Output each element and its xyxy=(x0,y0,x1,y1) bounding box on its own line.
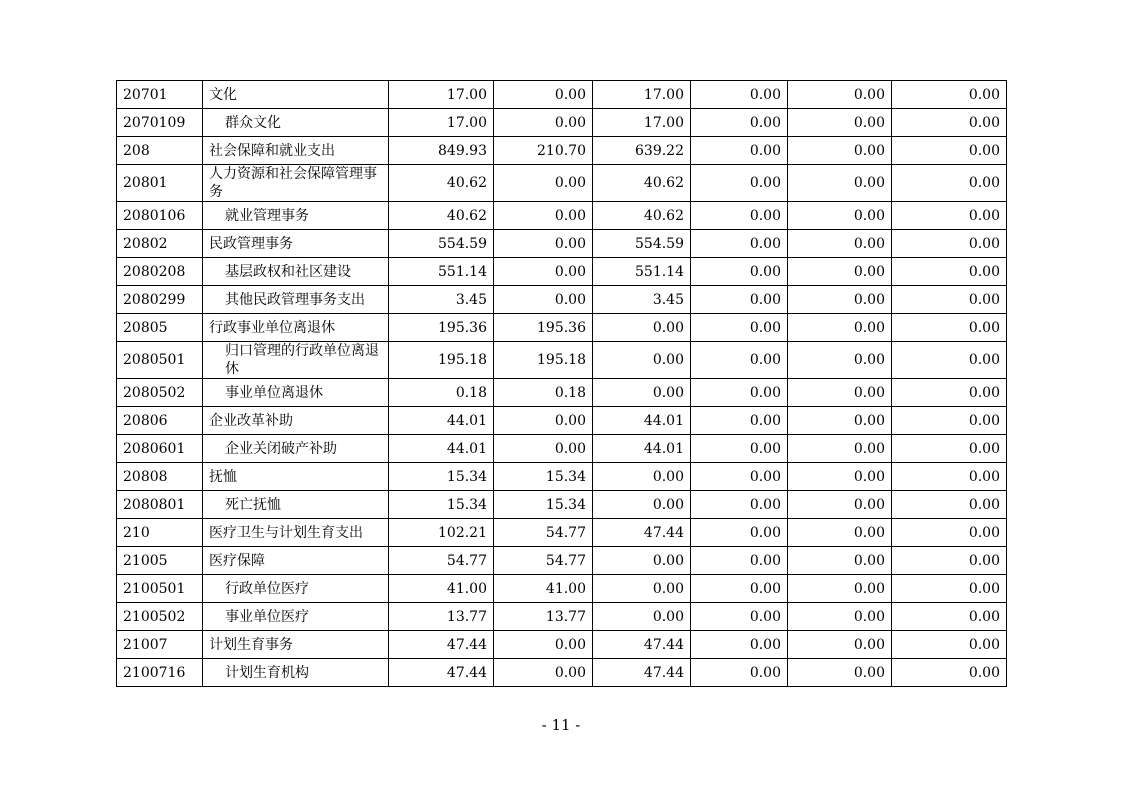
subject-name-text: 抚恤 xyxy=(209,468,237,485)
amount-cell: 0.00 xyxy=(892,81,1007,109)
budget-table xyxy=(116,80,1007,687)
page-number: - 11 - xyxy=(541,716,581,734)
amount-cell: 0.00 xyxy=(593,314,691,342)
amount-cell: 0.00 xyxy=(892,202,1007,230)
amount-cell: 0.00 xyxy=(593,603,691,631)
amount-cell: 0.00 xyxy=(788,631,892,659)
subject-name-cell xyxy=(203,202,389,230)
subject-name-text: 人力资源和社会保障管理事务 xyxy=(209,166,377,200)
amount-cell: 0.00 xyxy=(494,659,593,687)
amount-cell: 44.01 xyxy=(593,435,691,463)
amount-cell: 0.00 xyxy=(494,435,593,463)
amount-cell: 0.00 xyxy=(788,491,892,519)
subject-name-cell xyxy=(203,631,389,659)
subject-name-text: 事业单位医疗 xyxy=(225,608,309,625)
amount-cell: 0.18 xyxy=(494,379,593,407)
amount-cell: 0.00 xyxy=(691,342,788,379)
subject-name-cell xyxy=(203,286,389,314)
subject-code-cell: 2070109 xyxy=(117,109,203,137)
table-row xyxy=(117,659,1007,687)
amount-cell: 0.00 xyxy=(494,202,593,230)
amount-cell: 0.00 xyxy=(788,109,892,137)
subject-name-text: 医疗保障 xyxy=(209,552,265,569)
amount-cell: 0.00 xyxy=(593,491,691,519)
subject-name-cell xyxy=(203,547,389,575)
amount-cell: 0.00 xyxy=(691,407,788,435)
amount-cell: 0.00 xyxy=(691,575,788,603)
amount-cell: 0.00 xyxy=(788,407,892,435)
amount-cell: 0.00 xyxy=(788,575,892,603)
amount-cell: 195.18 xyxy=(389,342,494,379)
amount-cell: 0.00 xyxy=(788,81,892,109)
amount-cell: 0.00 xyxy=(691,165,788,202)
amount-cell: 0.00 xyxy=(892,519,1007,547)
amount-cell: 0.00 xyxy=(892,109,1007,137)
subject-name-cell xyxy=(203,81,389,109)
amount-cell: 13.77 xyxy=(494,603,593,631)
subject-code-cell: 21007 xyxy=(117,631,203,659)
amount-cell: 0.00 xyxy=(691,230,788,258)
subject-code-cell: 2100501 xyxy=(117,575,203,603)
table-row xyxy=(117,379,1007,407)
subject-name-text: 医疗卫生与计划生育支出 xyxy=(209,524,363,541)
amount-cell: 0.00 xyxy=(691,435,788,463)
amount-cell: 849.93 xyxy=(389,137,494,165)
amount-cell: 0.00 xyxy=(691,659,788,687)
amount-cell: 0.00 xyxy=(691,81,788,109)
amount-cell: 0.00 xyxy=(892,631,1007,659)
amount-cell: 3.45 xyxy=(389,286,494,314)
subject-name-cell xyxy=(203,407,389,435)
amount-cell: 17.00 xyxy=(593,109,691,137)
subject-name-cell xyxy=(203,165,389,202)
amount-cell: 0.00 xyxy=(788,230,892,258)
amount-cell: 0.00 xyxy=(691,631,788,659)
subject-name-cell xyxy=(203,435,389,463)
amount-cell: 0.00 xyxy=(788,286,892,314)
subject-code-cell: 2080502 xyxy=(117,379,203,407)
subject-name-text: 民政管理事务 xyxy=(209,235,293,252)
subject-code-cell: 2080601 xyxy=(117,435,203,463)
subject-code-cell: 20701 xyxy=(117,81,203,109)
subject-code-cell: 20805 xyxy=(117,314,203,342)
amount-cell: 0.00 xyxy=(892,286,1007,314)
amount-cell: 0.00 xyxy=(691,463,788,491)
table-row xyxy=(117,463,1007,491)
amount-cell: 0.00 xyxy=(788,258,892,286)
table-row xyxy=(117,603,1007,631)
table-row xyxy=(117,631,1007,659)
amount-cell: 15.34 xyxy=(389,491,494,519)
subject-name-text: 计划生育机构 xyxy=(225,664,309,681)
amount-cell: 0.00 xyxy=(892,435,1007,463)
amount-cell: 44.01 xyxy=(593,407,691,435)
amount-cell: 40.62 xyxy=(593,165,691,202)
amount-cell: 0.00 xyxy=(892,137,1007,165)
subject-code-cell: 2100502 xyxy=(117,603,203,631)
subject-name-cell xyxy=(203,379,389,407)
amount-cell: 0.00 xyxy=(892,314,1007,342)
amount-cell: 0.00 xyxy=(788,659,892,687)
table-row xyxy=(117,286,1007,314)
table-row xyxy=(117,81,1007,109)
amount-cell: 0.00 xyxy=(892,575,1007,603)
amount-cell: 47.44 xyxy=(593,519,691,547)
amount-cell: 17.00 xyxy=(389,81,494,109)
amount-cell: 0.00 xyxy=(788,547,892,575)
subject-name-cell xyxy=(203,342,389,379)
amount-cell: 0.00 xyxy=(691,491,788,519)
amount-cell: 0.00 xyxy=(788,435,892,463)
amount-cell: 0.00 xyxy=(892,547,1007,575)
subject-name-text: 计划生育事务 xyxy=(209,636,293,653)
subject-name-cell xyxy=(203,137,389,165)
amount-cell: 551.14 xyxy=(593,258,691,286)
table-row xyxy=(117,137,1007,165)
subject-name-cell xyxy=(203,230,389,258)
amount-cell: 54.77 xyxy=(494,519,593,547)
table-row xyxy=(117,342,1007,379)
amount-cell: 15.34 xyxy=(389,463,494,491)
amount-cell: 54.77 xyxy=(389,547,494,575)
amount-cell: 47.44 xyxy=(389,631,494,659)
subject-name-text: 社会保障和就业支出 xyxy=(209,142,335,159)
subject-code-cell: 20802 xyxy=(117,230,203,258)
amount-cell: 0.00 xyxy=(691,137,788,165)
amount-cell: 0.00 xyxy=(494,258,593,286)
subject-code-cell: 20808 xyxy=(117,463,203,491)
amount-cell: 0.00 xyxy=(788,463,892,491)
amount-cell: 551.14 xyxy=(389,258,494,286)
subject-code-cell: 2080106 xyxy=(117,202,203,230)
subject-code-cell: 2100716 xyxy=(117,659,203,687)
amount-cell: 17.00 xyxy=(389,109,494,137)
amount-cell: 40.62 xyxy=(389,165,494,202)
subject-name-text: 归口管理的行政单位离退休 xyxy=(225,343,379,377)
subject-name-text: 企业关闭破产补助 xyxy=(225,440,337,457)
amount-cell: 0.00 xyxy=(494,230,593,258)
amount-cell: 44.01 xyxy=(389,435,494,463)
table-row xyxy=(117,258,1007,286)
subject-name-text: 群众文化 xyxy=(225,114,281,131)
table-row xyxy=(117,109,1007,137)
subject-name-text: 企业改革补助 xyxy=(209,412,293,429)
table-row xyxy=(117,202,1007,230)
subject-name-cell xyxy=(203,463,389,491)
amount-cell: 3.45 xyxy=(593,286,691,314)
subject-name-cell xyxy=(203,258,389,286)
subject-name-text: 文化 xyxy=(209,86,237,103)
amount-cell: 0.00 xyxy=(788,202,892,230)
amount-cell: 0.00 xyxy=(494,631,593,659)
table-row xyxy=(117,547,1007,575)
amount-cell: 0.00 xyxy=(691,603,788,631)
table-row xyxy=(117,165,1007,202)
amount-cell: 0.00 xyxy=(892,165,1007,202)
amount-cell: 0.00 xyxy=(892,491,1007,519)
table-row xyxy=(117,230,1007,258)
amount-cell: 0.00 xyxy=(691,379,788,407)
table-row xyxy=(117,407,1007,435)
amount-cell: 554.59 xyxy=(593,230,691,258)
amount-cell: 0.00 xyxy=(691,286,788,314)
amount-cell: 554.59 xyxy=(389,230,494,258)
subject-name-cell xyxy=(203,603,389,631)
amount-cell: 0.00 xyxy=(892,659,1007,687)
subject-code-cell: 21005 xyxy=(117,547,203,575)
amount-cell: 0.00 xyxy=(892,603,1007,631)
subject-name-cell xyxy=(203,491,389,519)
subject-code-cell: 208 xyxy=(117,137,203,165)
amount-cell: 0.00 xyxy=(593,547,691,575)
amount-cell: 0.00 xyxy=(494,407,593,435)
amount-cell: 195.36 xyxy=(389,314,494,342)
subject-name-cell xyxy=(203,659,389,687)
amount-cell: 0.00 xyxy=(691,314,788,342)
subject-name-text: 死亡抚恤 xyxy=(225,496,281,513)
subject-name-cell xyxy=(203,109,389,137)
amount-cell: 54.77 xyxy=(494,547,593,575)
amount-cell: 15.34 xyxy=(494,463,593,491)
amount-cell: 47.44 xyxy=(593,631,691,659)
amount-cell: 0.18 xyxy=(389,379,494,407)
amount-cell: 0.00 xyxy=(788,379,892,407)
amount-cell: 0.00 xyxy=(691,109,788,137)
subject-name-cell xyxy=(203,519,389,547)
table-row xyxy=(117,435,1007,463)
subject-code-cell: 20806 xyxy=(117,407,203,435)
amount-cell: 195.18 xyxy=(494,342,593,379)
table-row xyxy=(117,575,1007,603)
amount-cell: 0.00 xyxy=(892,379,1007,407)
subject-code-cell: 210 xyxy=(117,519,203,547)
subject-name-cell xyxy=(203,575,389,603)
amount-cell: 0.00 xyxy=(691,519,788,547)
amount-cell: 15.34 xyxy=(494,491,593,519)
amount-cell: 0.00 xyxy=(494,109,593,137)
amount-cell: 0.00 xyxy=(494,286,593,314)
amount-cell: 0.00 xyxy=(593,379,691,407)
amount-cell: 0.00 xyxy=(593,342,691,379)
amount-cell: 0.00 xyxy=(788,603,892,631)
subject-name-text: 其他民政管理事务支出 xyxy=(225,291,365,308)
amount-cell: 639.22 xyxy=(593,137,691,165)
amount-cell: 0.00 xyxy=(788,314,892,342)
amount-cell: 0.00 xyxy=(494,165,593,202)
subject-name-text: 行政单位医疗 xyxy=(225,580,309,597)
amount-cell: 41.00 xyxy=(389,575,494,603)
table-body xyxy=(117,81,1007,687)
amount-cell: 0.00 xyxy=(892,463,1007,491)
subject-code-cell: 20801 xyxy=(117,165,203,202)
amount-cell: 0.00 xyxy=(788,137,892,165)
subject-name-text: 就业管理事务 xyxy=(225,207,309,224)
table-row xyxy=(117,519,1007,547)
amount-cell: 0.00 xyxy=(788,342,892,379)
amount-cell: 0.00 xyxy=(593,463,691,491)
amount-cell: 210.70 xyxy=(494,137,593,165)
amount-cell: 40.62 xyxy=(593,202,691,230)
amount-cell: 40.62 xyxy=(389,202,494,230)
subject-code-cell: 2080208 xyxy=(117,258,203,286)
subject-name-text: 基层政权和社区建设 xyxy=(225,263,351,280)
table-row xyxy=(117,314,1007,342)
subject-code-cell: 2080501 xyxy=(117,342,203,379)
amount-cell: 17.00 xyxy=(593,81,691,109)
amount-cell: 0.00 xyxy=(494,81,593,109)
amount-cell: 13.77 xyxy=(389,603,494,631)
amount-cell: 0.00 xyxy=(691,202,788,230)
amount-cell: 0.00 xyxy=(788,165,892,202)
subject-name-text: 行政事业单位离退休 xyxy=(209,319,335,336)
amount-cell: 47.44 xyxy=(389,659,494,687)
amount-cell: 0.00 xyxy=(593,575,691,603)
amount-cell: 0.00 xyxy=(788,519,892,547)
subject-code-cell: 2080801 xyxy=(117,491,203,519)
amount-cell: 0.00 xyxy=(892,230,1007,258)
amount-cell: 0.00 xyxy=(892,407,1007,435)
amount-cell: 195.36 xyxy=(494,314,593,342)
table-row xyxy=(117,491,1007,519)
amount-cell: 44.01 xyxy=(389,407,494,435)
amount-cell: 102.21 xyxy=(389,519,494,547)
amount-cell: 0.00 xyxy=(892,258,1007,286)
amount-cell: 0.00 xyxy=(691,547,788,575)
subject-name-text: 事业单位离退休 xyxy=(225,384,323,401)
amount-cell: 41.00 xyxy=(494,575,593,603)
amount-cell: 0.00 xyxy=(892,342,1007,379)
subject-code-cell: 2080299 xyxy=(117,286,203,314)
amount-cell: 0.00 xyxy=(691,258,788,286)
amount-cell: 47.44 xyxy=(593,659,691,687)
subject-name-cell xyxy=(203,314,389,342)
